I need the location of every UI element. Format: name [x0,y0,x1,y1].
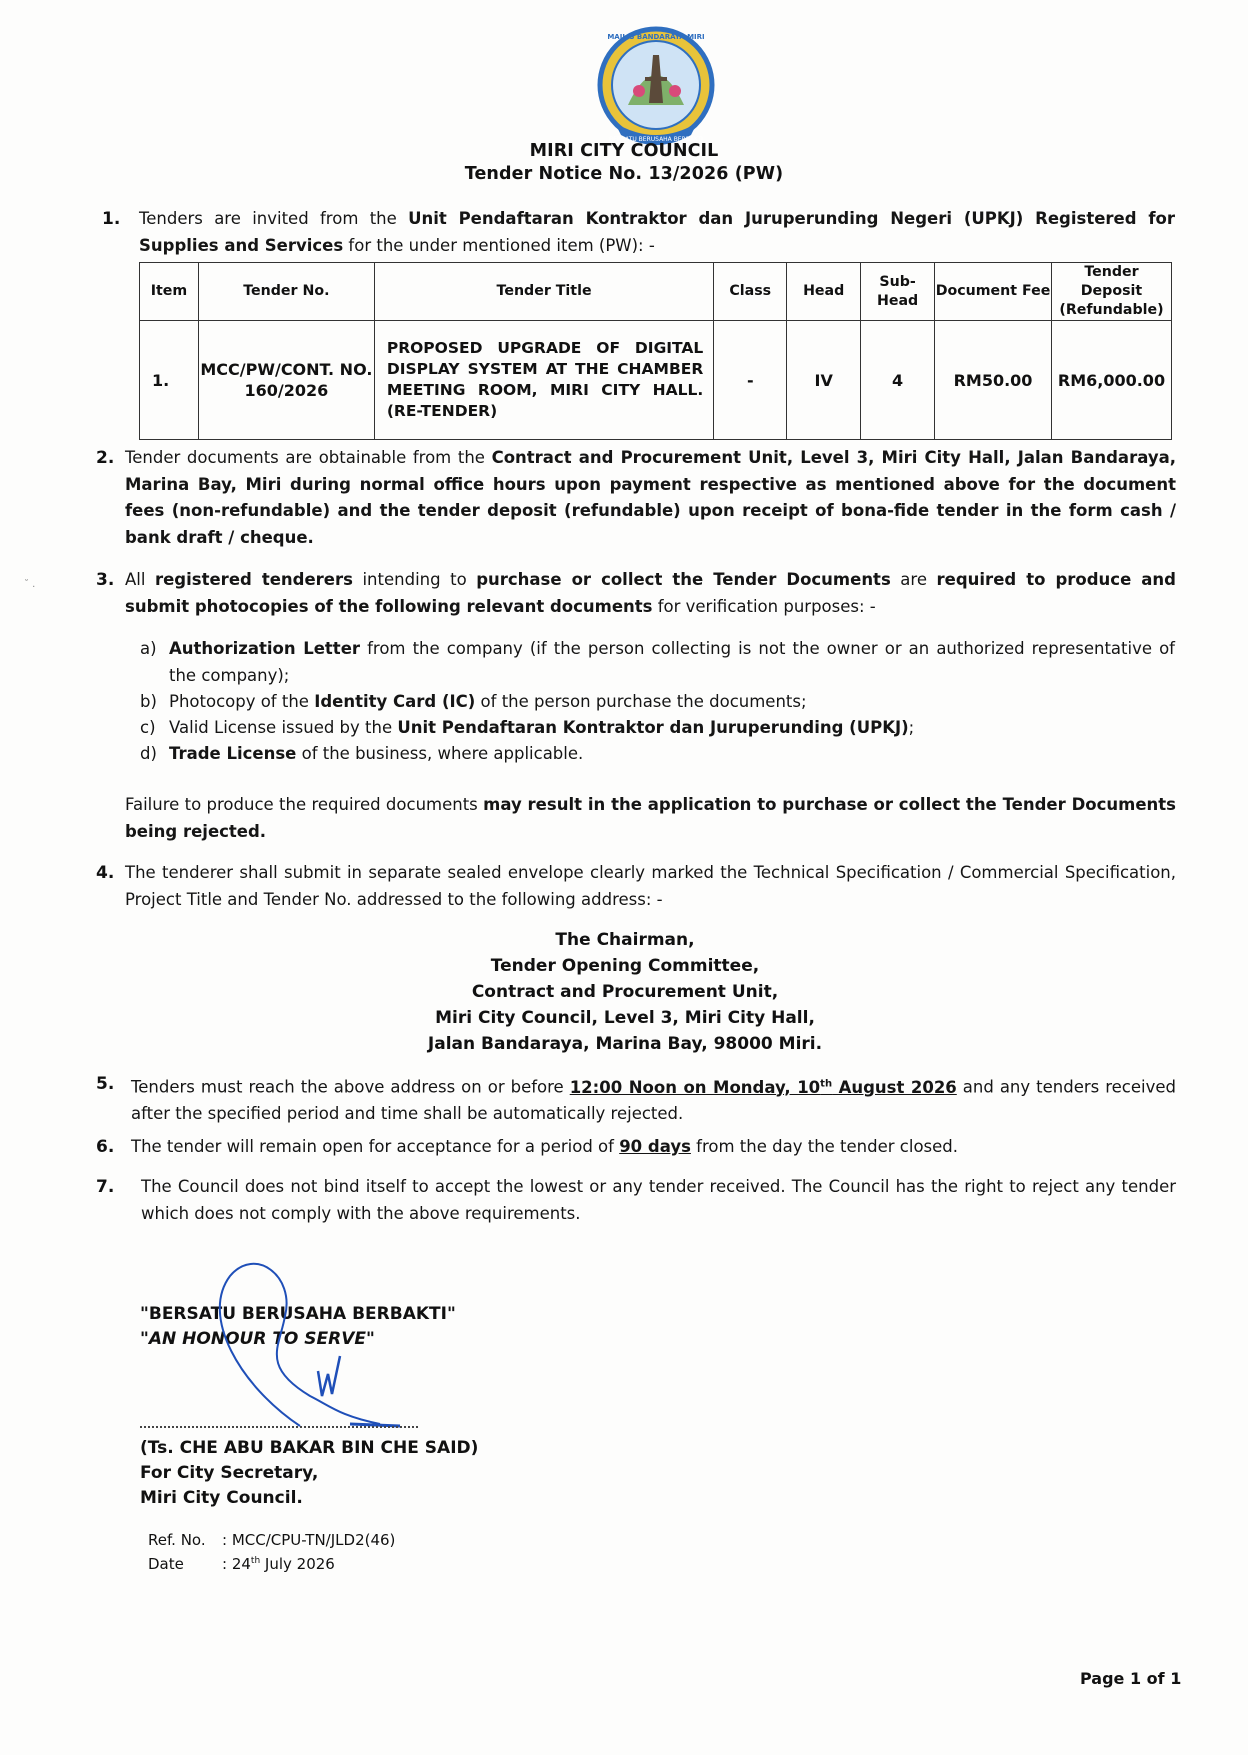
para-1-text-a: Tenders are invited from the [139,209,409,228]
list-item-b-bold: Identity Card (IC) [314,692,476,711]
list-item-a-rest: from the company (if the person collecting is not the owner or an authorized representative of the company); [169,639,1175,685]
date-sup: th [250,1556,261,1566]
motto-english: "AN HONOUR TO SERVE" [140,1329,375,1349]
list-item-c-label: c) [140,718,156,737]
signatory-role: For City Secretary, [140,1463,319,1483]
notice-number: Tender Notice No. 13/2026 (PW) [464,164,784,184]
para-3-t4: purchase or collect the Tender Documents [476,570,891,589]
address-line-2: Tender Opening Committee, [490,956,760,976]
table-header-row [140,263,1172,321]
list-item-b-label: b) [140,692,157,711]
list-item-a-bold: Authorization Letter [169,639,361,658]
col-document-fee: Document Fee [935,263,1052,321]
list-item-c-pre: Valid License issued by the [169,718,398,737]
para-5-text-b: and any tenders received after the specified period and time shall be automatically rejected. [131,1077,1176,1123]
date-b: July 2026 [260,1555,335,1573]
col-tender-deposit: Tender Deposit (Refundable) [1051,263,1171,321]
cell-sub-head: 4 [861,321,935,440]
submission-deadline [570,1078,957,1097]
miri-city-council-logo [593,25,719,151]
cell-document-fee: RM50.00 [935,321,1052,440]
para-5-text-a: Tenders must reach the above address on or before [131,1077,570,1097]
cell-tender-deposit: RM6,000.00 [1051,321,1171,440]
logo-ribbon-text: BERSATU BERUSAHA BERBAKTI [609,136,703,143]
para-3-t2: registered tenderers [154,570,353,589]
list-item-c [169,715,1175,742]
acceptance-period: 90 days [619,1137,691,1156]
para-3-t1: All [125,570,155,589]
list-item-d-label: d) [140,744,157,763]
para-6-text-b: from the day the tender closed. [690,1137,958,1156]
para-3-t3: intending to [352,570,477,589]
list-item-b-rest: of the person purchase the documents; [475,692,807,711]
motto-malay: "BERSATU BERUSAHA BERBAKTI" [140,1304,456,1324]
tender-table [139,262,1172,440]
para-3 [125,567,1176,620]
list-item-b [169,689,1175,716]
date-a: : 24 [222,1555,251,1573]
address-line-1: The Chairman, [555,930,695,950]
deadline-a: 12:00 Noon on Monday, 10 [569,1077,821,1097]
col-class: Class [714,263,787,321]
para-6-text-a: The tender will remain open for acceptance for a period of [131,1137,620,1156]
para-5-number: 5. [96,1074,115,1094]
para-3-number: 3. [96,570,115,590]
failure-note-a: Failure to produce the required documents [125,795,484,814]
para-4: The tenderer shall submit in separate sealed envelope clearly marked the Technical Specification / Commercial Specification, Project Title and Tender No. addressed to the following address: - [125,863,1176,909]
list-item-c-bold: Unit Pendaftaran Kontraktor dan Juruperunding (UPKJ) [397,718,909,737]
deadline-b: August 2026 [832,1077,957,1097]
para-2-text-a: Tender documents are obtainable from the [125,448,492,467]
list-item-d-bold: Trade License [169,744,297,763]
cell-tender-no: MCC/PW/CONT. NO. 160/2026 [198,321,374,440]
ref-no-value: : MCC/CPU-TN/JLD2(46) [222,1531,396,1549]
para-2 [125,445,1176,551]
table-row [140,321,1172,440]
para-5 [131,1071,1176,1128]
para-3-t7: for verification purposes: - [652,596,876,616]
address-line-3: Contract and Procurement Unit, [471,982,779,1002]
list-item-a-label: a) [140,639,157,658]
cell-class: - [714,321,787,440]
address-line-4: Miri City Council, Level 3, Miri City Hall, [435,1008,815,1028]
scan-mark: ˘ . [24,579,36,590]
para-3-t6: required to produce and submit photocopies of the following relevant documents [125,570,1176,616]
date-label: Date [148,1555,184,1573]
col-item: Item [140,263,199,321]
para-7-number: 7. [96,1177,115,1197]
para-2-number: 2. [96,448,115,468]
failure-note-b: may result in the application to purchase or collect the Tender Documents being rejected. [125,795,1176,841]
para-6 [131,1134,1176,1161]
col-tender-title: Tender Title [374,263,713,321]
para-6-number: 6. [96,1137,115,1157]
col-sub-head: Sub-Head [861,263,935,321]
address-line-5: Jalan Bandaraya, Marina Bay, 98000 Miri. [427,1034,823,1054]
council-title: MIRI CITY COUNCIL [529,141,719,161]
cell-tender-title: PROPOSED UPGRADE OF DIGITAL DISPLAY SYSTEM AT THE CHAMBER MEETING ROOM, MIRI CITY HALL. (RE-TENDER) [374,321,713,440]
col-tender-no: Tender No. [198,263,374,321]
para-1-number: 1. [102,209,121,229]
list-item-a [169,636,1175,689]
para-3-t5: are [890,570,937,589]
col-head: Head [787,263,861,321]
list-item-d-rest: of the business, where applicable. [296,744,584,763]
logo-ring-text: MAJLIS BANDARAYA MIRI [607,33,705,41]
para-4-number: 4. [96,863,115,883]
ref-no [148,1530,395,1551]
list-item-d [169,741,1175,768]
cell-head: IV [787,321,861,440]
ref-no-label: Ref. No. [148,1531,206,1549]
page-number: Page 1 of 1 [1080,1669,1182,1688]
failure-note [125,792,1176,845]
signatory-name: (Ts. CHE ABU BAKAR BIN CHE SAID) [140,1438,479,1458]
para-7: The Council does not bind itself to accept the lowest or any tender received. The Council has the right to reject any tender which does not comply with the above requirements. [141,1177,1176,1223]
signature-line [140,1418,418,1428]
para-2-text-b: Contract and Procurement Unit, Level 3, Miri City Hall, Jalan Bandaraya, Marina Bay, Miri during normal office hours upon payment respective as mentioned above for the document fees (non-refundable) and the tender deposit (refundable) upon receipt of bona-fide tender in the form cash / bank draft / cheque. [125,448,1176,547]
ref-date [148,1551,335,1575]
list-item-c-rest: ; [908,718,915,737]
para-1-upkj: Unit Pendaftaran Kontraktor dan Juruperunding Negeri (UPKJ) Registered for Supplies and Services [139,209,1175,255]
list-item-b-pre: Photocopy of the [169,692,315,711]
cell-item: 1. [140,321,199,440]
para-1 [139,206,1175,259]
para-1-text-c: for the under mentioned item (PW): - [343,235,655,255]
signatory-org: Miri City Council. [140,1488,303,1508]
deadline-sup: th [820,1078,833,1089]
